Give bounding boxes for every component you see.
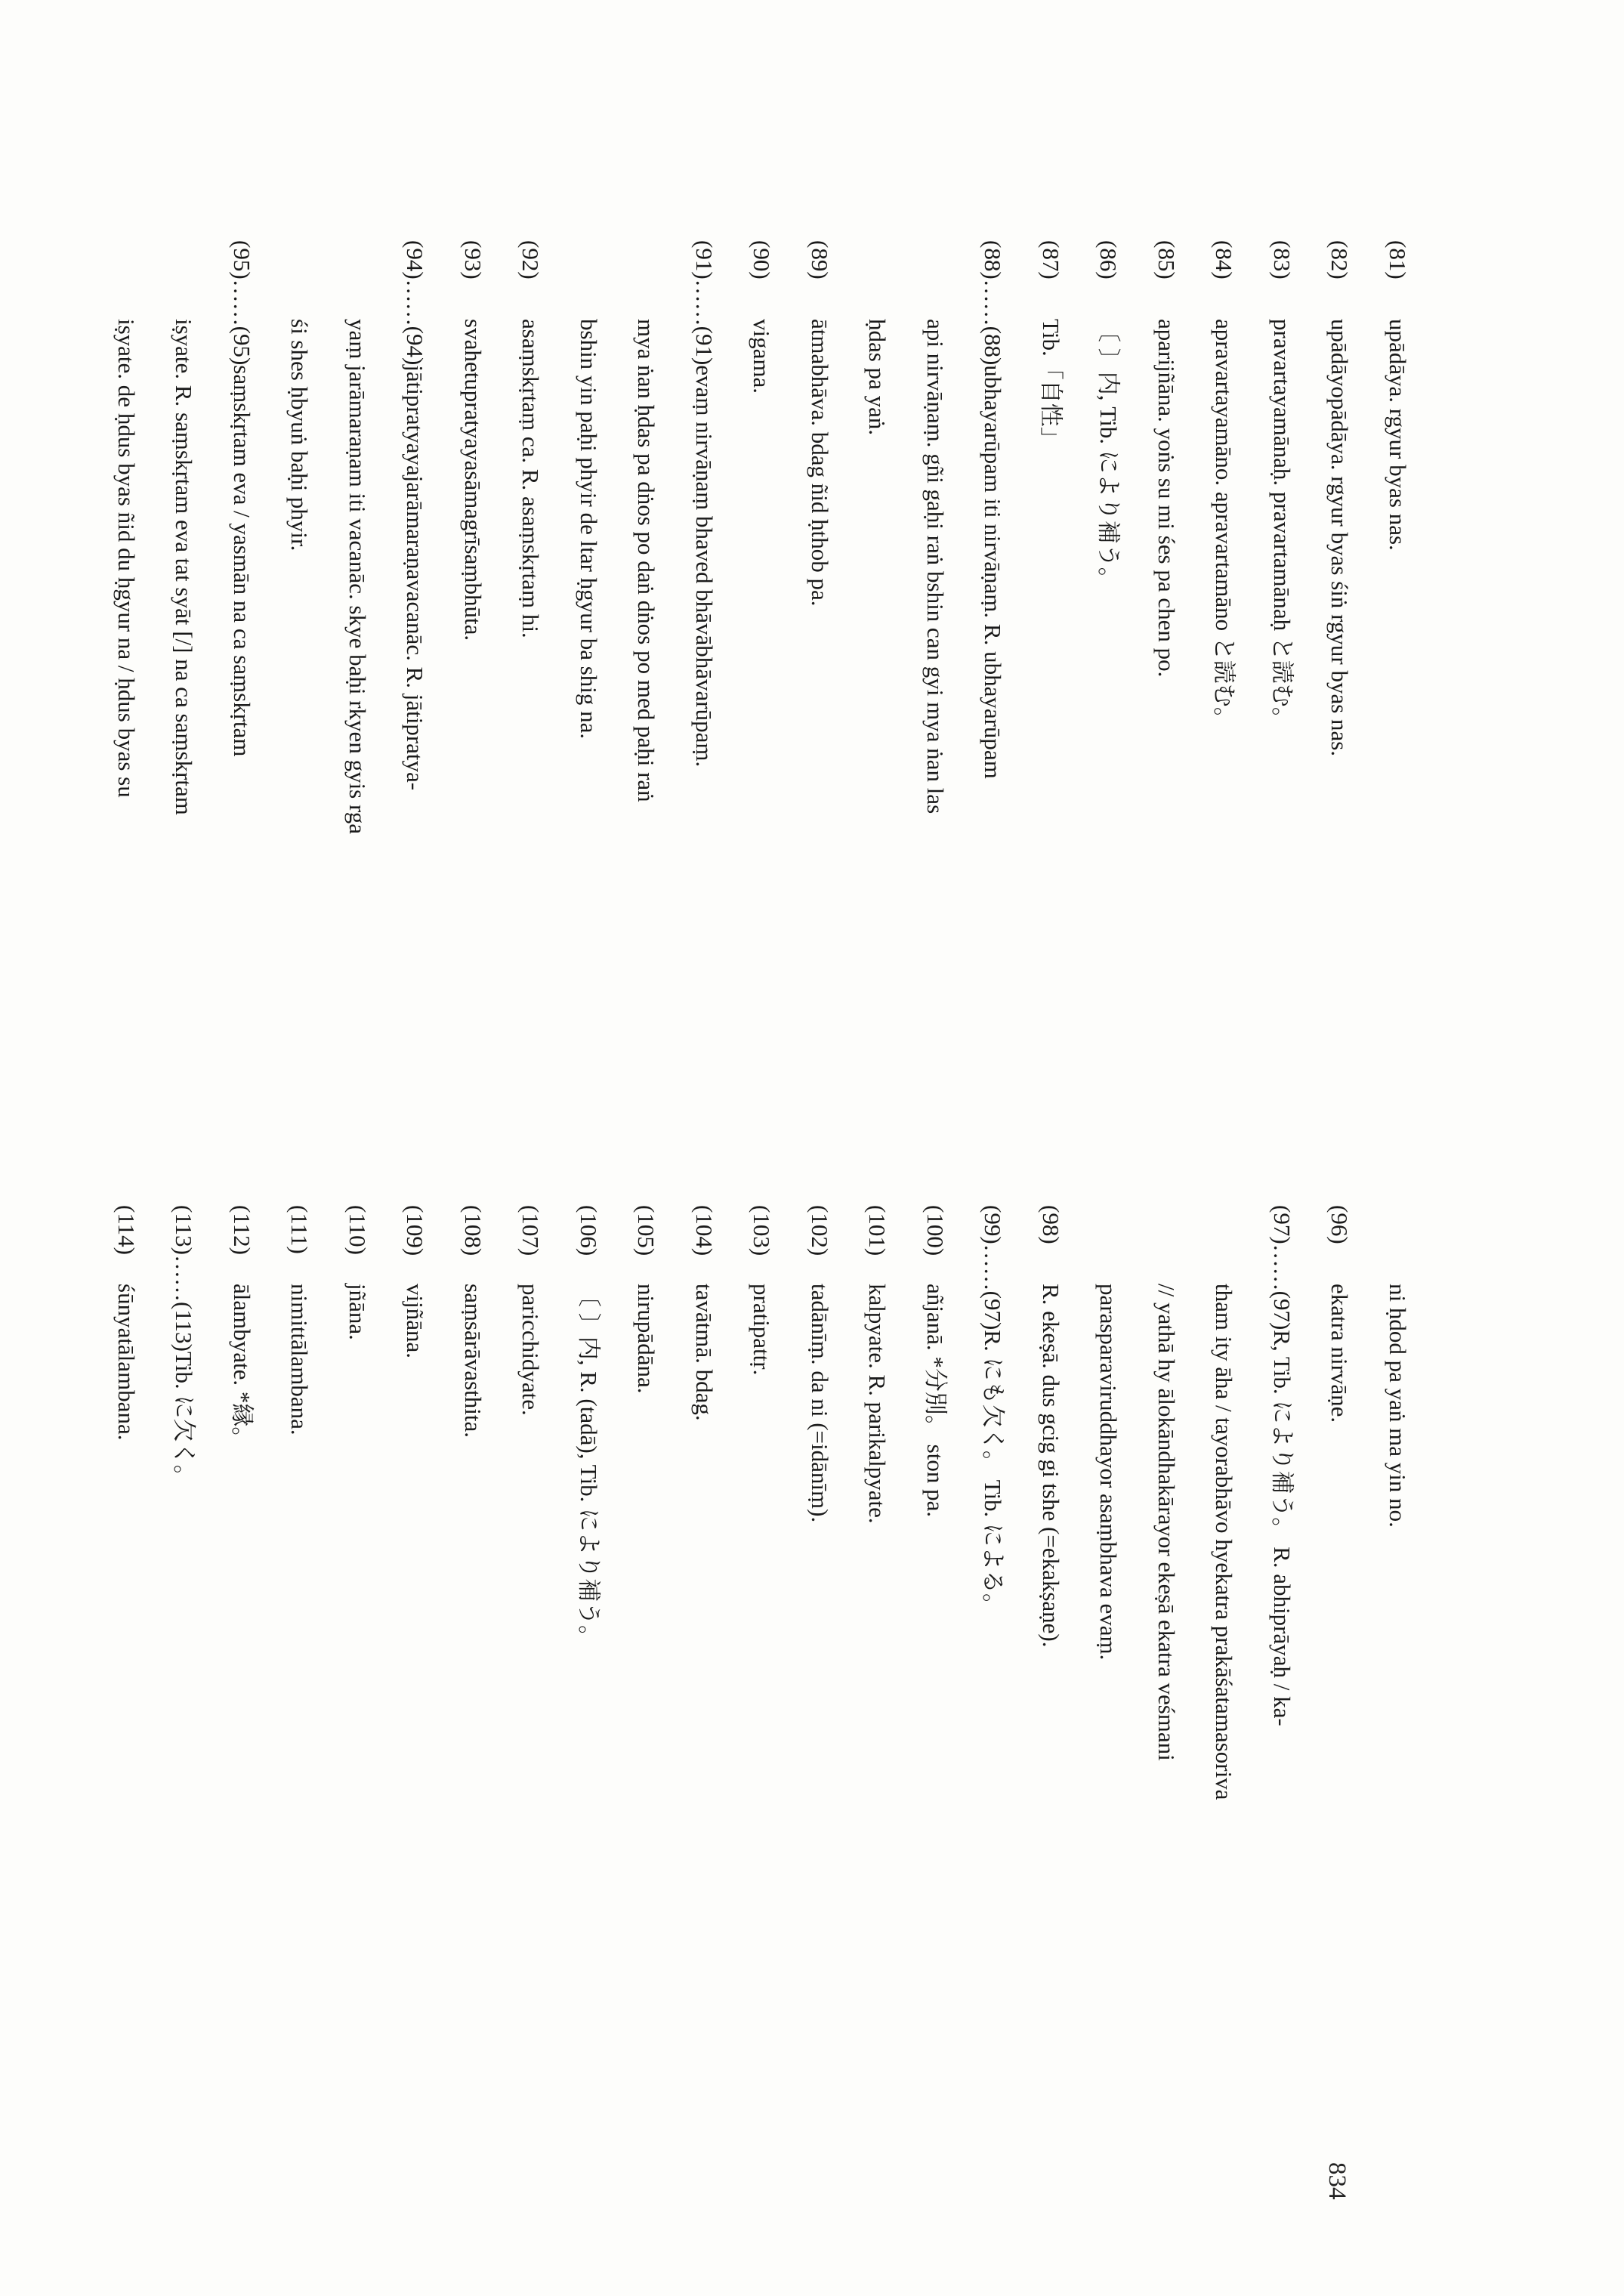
- note-number: (92): [517, 240, 545, 280]
- note-line: [733, 240, 791, 1298]
- note-text: Tib.「自性」: [1038, 319, 1064, 450]
- note-number: (107): [517, 1205, 545, 1256]
- note-text: pratipattṛ.: [749, 1284, 776, 1376]
- note-number: (112): [229, 1205, 255, 1255]
- note-number: (99)……(97): [980, 1205, 1007, 1330]
- note-line: [1195, 240, 1253, 1298]
- note-number: (101): [864, 1205, 891, 1256]
- note-text: Tib. に欠く。: [171, 1352, 198, 1488]
- note-text: upādāya. rgyur byas nas.: [1385, 319, 1411, 551]
- note-line: [1253, 1205, 1311, 2263]
- note-line: [213, 1205, 271, 2263]
- note-text: tadānīṃ. da ni (=idānīṃ).: [807, 1284, 833, 1523]
- note-text: saṃsārāvasthita.: [460, 1284, 486, 1438]
- note-line: [675, 1205, 733, 2263]
- note-line: [329, 1205, 387, 2263]
- note-text: asaṃskṛtaṃ ca. R. asaṃskṛtaṃ hi.: [517, 319, 545, 638]
- note-number: (98): [1038, 1205, 1064, 1244]
- note-line: [444, 1205, 502, 2263]
- note-text: mya ṅan ḥdas pa dṅos po daṅ dṅos po med paḥi raṅ: [633, 319, 660, 802]
- note-text: kalpyate. R. parikalpyate.: [864, 1284, 891, 1524]
- note-line: [1369, 1205, 1427, 2263]
- note-line: [791, 240, 849, 1298]
- note-number: (94)……(94): [402, 240, 429, 366]
- note-line: [1138, 1205, 1196, 2263]
- note-text: nirupādāna.: [633, 1284, 660, 1394]
- note-number: (104): [691, 1205, 718, 1256]
- note-text: 〔 〕内, Tib. により補う。: [1095, 319, 1122, 591]
- note-number: (111): [286, 1205, 313, 1254]
- note-number: (86): [1095, 240, 1122, 280]
- notes-column-upper: [97, 240, 1427, 1298]
- note-number: (103): [749, 1205, 776, 1256]
- note-line: [1369, 240, 1427, 1298]
- note-text: apravartayamāno. apravartamāno と読む。: [1211, 319, 1238, 731]
- note-number: (95)……(95): [229, 240, 255, 366]
- note-text: ḥdas pa yaṅ.: [864, 319, 891, 436]
- note-number: (97)……(97): [1269, 1205, 1295, 1330]
- note-text: jñāna.: [344, 1284, 371, 1340]
- note-line: [155, 240, 213, 1298]
- note-text: śūnyatālambana.: [113, 1284, 140, 1441]
- note-line: [964, 240, 1022, 1298]
- note-line: [791, 1205, 849, 2263]
- note-line: [502, 1205, 560, 2263]
- note-text: aparijñāna. yoṅs su mi śes pa chen po.: [1153, 319, 1180, 678]
- note-number: (93): [460, 240, 486, 280]
- note-line: [1138, 240, 1196, 1298]
- note-line: [329, 240, 387, 1298]
- note-text: evaṃ nirvāṇaṃ bhaved bhāvābhāvarūpaṃ.: [691, 365, 718, 768]
- note-line: [964, 1205, 1022, 2263]
- note-number: (83): [1269, 240, 1295, 280]
- note-text: vigama.: [749, 319, 776, 394]
- note-number: (100): [922, 1205, 949, 1256]
- note-text: R. ekeṣā. dus gcig gi tshe (=ekakṣaṇe).: [1038, 1284, 1064, 1648]
- note-number: (82): [1326, 240, 1354, 280]
- note-text: ubhayarūpam iti nirvāṇaṃ. R. ubhayarūpam: [980, 365, 1007, 779]
- note-line: [733, 1205, 791, 2263]
- note-line: [560, 240, 618, 1298]
- note-line: [97, 240, 156, 1298]
- note-line: [906, 240, 965, 1298]
- note-text: vijñāna.: [402, 1284, 429, 1358]
- note-line: [560, 1205, 618, 2263]
- note-number: (108): [460, 1205, 486, 1256]
- note-line: [1311, 240, 1369, 1298]
- note-text: ālambyate. *縁。: [229, 1284, 255, 1451]
- note-line: [1253, 240, 1311, 1298]
- note-line: [1079, 240, 1138, 1298]
- note-text: pravartayamānaḥ. pravartamānaḥ と読む。: [1269, 319, 1295, 731]
- note-number: (87): [1038, 240, 1064, 280]
- note-text: bshin yin paḥi phyir de ltar ḥgyur ba shig na.: [576, 319, 602, 740]
- note-line: [386, 240, 444, 1298]
- note-text: R, Tib. により補う。 R. abhiprāyaḥ / ka-: [1269, 1330, 1295, 1726]
- note-text: upādāyopādāya. rgyur byas śiṅ rgyur byas nas.: [1326, 319, 1354, 757]
- note-text: jātipratyayajarāmaraṇavacanāc. R. jātipratya-: [402, 365, 429, 791]
- note-line: [213, 240, 271, 1298]
- note-text: // yathā hy ālokāndhakārayor ekeṣā ekatra veśmani: [1153, 1284, 1180, 1761]
- note-number: (96): [1326, 1205, 1354, 1244]
- note-number: (102): [807, 1205, 833, 1256]
- note-number: (110): [344, 1205, 371, 1255]
- note-line: [617, 1205, 675, 2263]
- note-text: svahetupratyayasāmagrīsaṃbhūta.: [460, 319, 486, 641]
- note-line: [270, 240, 329, 1298]
- note-line: [1195, 1205, 1253, 2263]
- note-number: (84): [1211, 240, 1238, 280]
- note-number: (90): [749, 240, 776, 280]
- note-line: [444, 240, 502, 1298]
- note-number: (88)……(88): [980, 240, 1007, 366]
- note-line: [1022, 1205, 1080, 2263]
- note-number: (113)……(113): [171, 1205, 198, 1352]
- note-number: (105): [633, 1205, 660, 1256]
- note-number: (89): [807, 240, 833, 280]
- note-text: api nirvāṇaṃ. gñi gaḥi raṅ bshin can gyi mya ṅan las: [922, 319, 949, 814]
- note-text: ni ḥdod pa yaṅ ma yin no.: [1385, 1284, 1411, 1528]
- note-text: yaṃ jarāmaraṇam iti vacanāc. skye baḥi rkyen gyis rga: [344, 319, 371, 835]
- note-line: [502, 240, 560, 1298]
- note-text: parasparaviruddhayor asaṃbhava evaṃ.: [1095, 1284, 1122, 1661]
- note-number: (85): [1153, 240, 1180, 280]
- note-line: [1022, 240, 1080, 1298]
- note-text: nimittālambana.: [286, 1284, 313, 1435]
- note-line: [906, 1205, 965, 2263]
- note-line: [848, 240, 906, 1298]
- note-number: (91)……(91): [691, 240, 718, 366]
- note-text: ātmabhāva. bdag ñid ḥthob pa.: [807, 319, 833, 607]
- note-line: [270, 1205, 329, 2263]
- note-text: saṃskṛtam eva / yasmān na ca saṃskṛtam: [229, 365, 255, 757]
- note-text: iṣyate. de ḥdus byas ñid du ḥgyur na / ḥdus byas su: [113, 319, 140, 798]
- note-text: śi shes ḥbyuṅ baḥi phyir.: [286, 319, 313, 552]
- note-line: [155, 1205, 213, 2263]
- note-text: ekatra nirvāṇe.: [1326, 1284, 1354, 1423]
- note-text: 〔 〕内, R. (tadā), Tib. により補う。: [576, 1284, 602, 1649]
- note-line: [675, 240, 733, 1298]
- note-line: [97, 1205, 156, 2263]
- note-text: paricchidyate.: [517, 1284, 545, 1416]
- note-text: tavātmā. bdag.: [691, 1284, 718, 1421]
- note-number: (109): [402, 1205, 429, 1256]
- note-text: tham ity āha / tayorabhāvo hyekatra prakāśatamasoriva: [1211, 1284, 1238, 1800]
- notes-column-lower: [97, 1205, 1427, 2263]
- note-number: (106): [576, 1205, 602, 1256]
- note-text: añjanā. *分別。 ston pa.: [922, 1284, 949, 1518]
- note-line: [386, 1205, 444, 2263]
- note-number: (81): [1385, 240, 1411, 280]
- note-line: [848, 1205, 906, 2263]
- note-number: (114): [113, 1205, 140, 1255]
- page-number: 834: [1323, 2162, 1351, 2200]
- note-text: iṣyate. R. saṃskṛtam eva tat syāt [/] na ca saṃskṛtam: [171, 319, 198, 815]
- note-line: [1311, 1205, 1369, 2263]
- note-line: [1079, 1205, 1138, 2263]
- note-text: R. にも欠く。 Tib. による。: [980, 1330, 1007, 1618]
- note-line: [617, 240, 675, 1298]
